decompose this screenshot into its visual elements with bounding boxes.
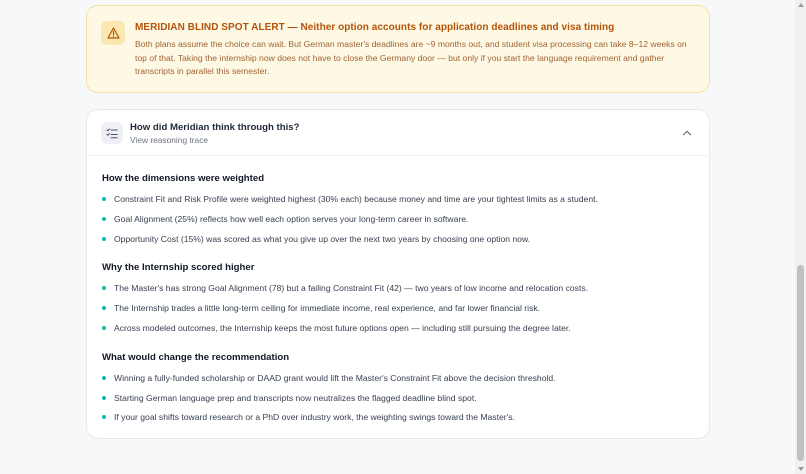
alert-title: MERIDIAN BLIND SPOT ALERT — Neither option accounts for application deadlines and visa timing [135,22,615,33]
bullet-dot [102,376,106,380]
bullet-dot [102,217,106,221]
vertical-scrollbar[interactable] [795,0,806,474]
bullet-dot [102,237,106,241]
scroll-up-arrow-icon[interactable] [795,0,806,11]
section-title-change: What would change the recommendation [102,352,290,363]
bullet-dot [102,306,106,310]
section-title-internship: Why the Internship scored higher [102,262,255,273]
bullet-dot [102,415,106,419]
section-title-weighting: How the dimensions were weighted [102,173,265,184]
warning-triangle-icon [101,21,125,45]
bullet-dot [102,286,106,290]
bullet-dot [102,326,106,330]
scroll-down-arrow-icon[interactable] [795,463,806,474]
reasoning-trace-toggle[interactable] [87,110,709,156]
scroll-thumb[interactable] [797,265,804,461]
reasoning-title: How did Meridian think through this? [130,122,300,133]
alert-body: Both plans assume the choice can wait. But German master's deadlines are ~9 months out, and student visa processing can take 8–12 weeks on top of that. Taking the internship now does not have to close the Germany door — but only if you start the language requirement and gather transcripts in parallel this semester. [135,39,687,76]
reasoning-subtitle: View reasoning trace [130,135,209,145]
reasoning-trace-card: How did Meridian think through this? View reasoning trace How the dimensions were weighted Constraint Fit and Risk Profile were weighted highest (30% each) because money and time are your tightest limits as a student. Goal Alignment (25%) reflects how well each option serves your long-term career in software. Opportunity Cost (15%) was scored as what you give up over the next two years by choosing one option now. Why the Internship scored higher The Master's has strong Goal Alignment (78) but a failing Constraint Fit (42) — two years of low income and relocation costs. The Internship trades a little long-term ceiling for immediate income, real experience, and far lower financial risk. Across modeled outcomes, the Internship keeps the most future options open — including still pursuing the degree later. What would change the recommendation Winning a fully-funded scholarship or DAAD grant would lift the Master's Constraint Fit above the decision threshold. Starting German language prep and transcripts now neutralizes the flagged deadline blind spot. If your goal shifts toward research or a PhD over industry work, the weighting swings toward the Master's. [86,109,710,439]
bullet-dot [102,396,106,400]
chevron-up-icon[interactable] [681,127,693,139]
list-check-icon [101,122,123,144]
blind-spot-alert [86,5,710,93]
bullet-dot [102,197,106,201]
